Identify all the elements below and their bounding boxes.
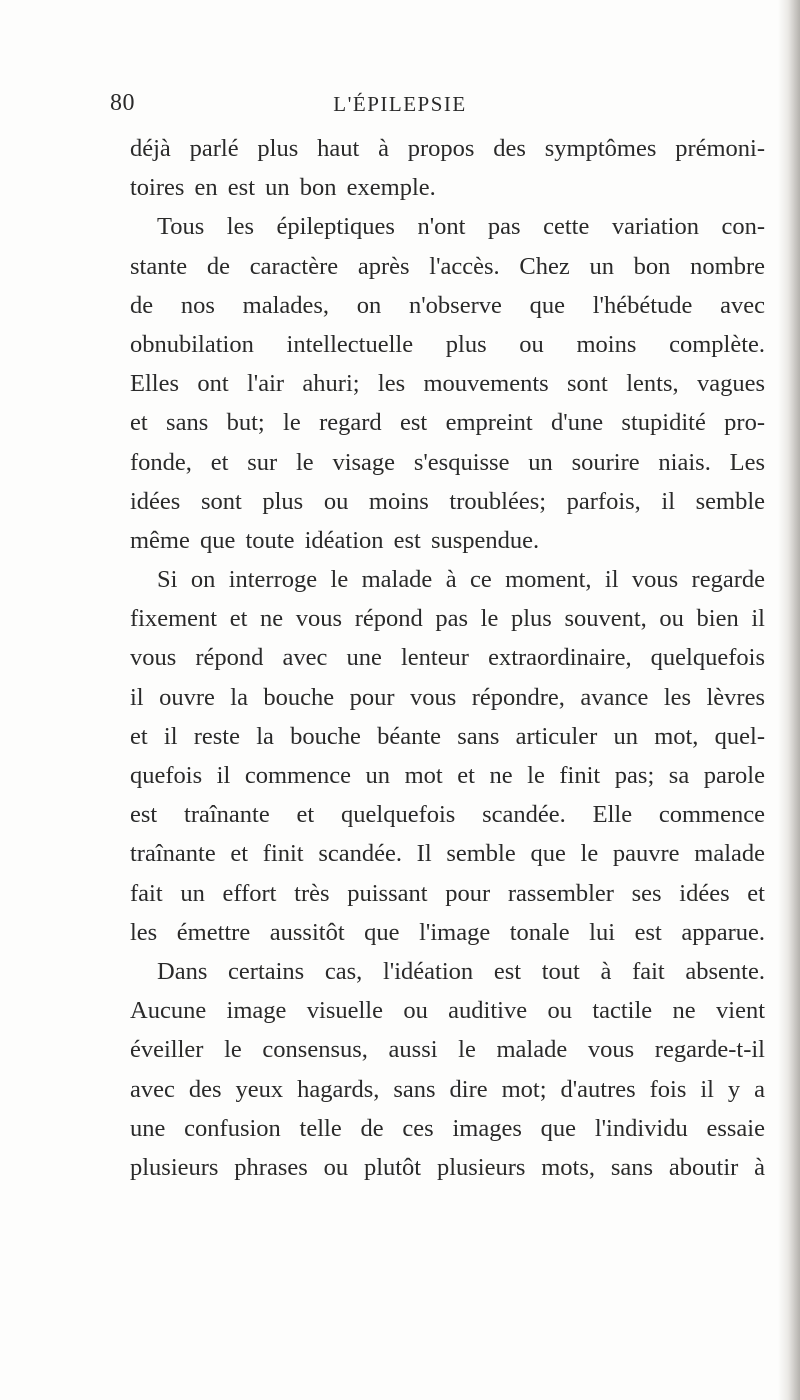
text-line: Aucune image visuelle ou auditive ou tactile ne vient	[130, 997, 765, 1025]
text-line: avec des yeux hagards, sans dire mot; d'autres fois il y a	[130, 1075, 765, 1103]
text-line: est traînante et quelquefois scandée. Elle commence	[130, 801, 765, 829]
text-line: Si on interroge le malade à ce moment, il vous regarde	[157, 566, 765, 594]
text-line: Elles ont l'air ahuri; les mouvements sont lents, vagues	[130, 370, 765, 398]
text-line: de nos malades, on n'observe que l'hébétude avec	[130, 291, 765, 319]
page-header	[0, 90, 800, 120]
text-line: fonde, et sur le visage s'esquisse un sourire niais. Les	[130, 448, 765, 476]
text-line: quefois il commence un mot et ne le finit pas; sa parole	[130, 762, 765, 789]
page-number: 80	[110, 90, 135, 116]
page-edge-shadow	[778, 0, 800, 1400]
text-line: traînante et finit scandée. Il semble que le pauvre malade	[130, 840, 765, 868]
text-line: vous répond avec une lenteur extraordinaire, quelquefois	[130, 644, 765, 672]
text-line: fait un effort très puissant pour rassembler ses idées et	[130, 879, 765, 907]
text-line: stante de caractère après l'accès. Chez un bon nombre	[130, 252, 765, 280]
text-line: et il reste la bouche béante sans articuler un mot, quel-	[130, 722, 765, 750]
text-line: déjà parlé plus haut à propos des symptômes prémoni-	[130, 135, 765, 162]
text-line: idées sont plus ou moins troublées; parfois, il semble	[130, 487, 765, 515]
text-line: même que toute idéation est suspendue.	[130, 526, 540, 554]
text-line: éveiller le consensus, aussi le malade vous regarde-t-il	[130, 1036, 765, 1064]
text-line: toires en est un bon exemple.	[130, 174, 436, 202]
text-line: plusieurs phrases ou plutôt plusieurs mots, sans aboutir à	[130, 1153, 765, 1181]
text-line: et sans but; le regard est empreint d'une stupidité pro-	[130, 409, 765, 437]
text-line: fixement et ne vous répond pas le plus souvent, ou bien il	[130, 605, 765, 633]
running-title: L'ÉPILEPSIE	[333, 92, 467, 116]
text-line: il ouvre la bouche pour vous répondre, avance les lèvres	[130, 683, 765, 711]
text-line: obnubilation intellectuelle plus ou moins complète.	[130, 330, 765, 358]
text-line: Dans certains cas, l'idéation est tout à fait absente.	[157, 957, 765, 985]
text-line: une confusion telle de ces images que l'individu essaie	[130, 1114, 765, 1142]
text-line: Tous les épileptiques n'ont pas cette variation con-	[157, 213, 765, 241]
body-text	[130, 129, 765, 1187]
text-line: les émettre aussitôt que l'image tonale lui est apparue.	[130, 918, 765, 946]
